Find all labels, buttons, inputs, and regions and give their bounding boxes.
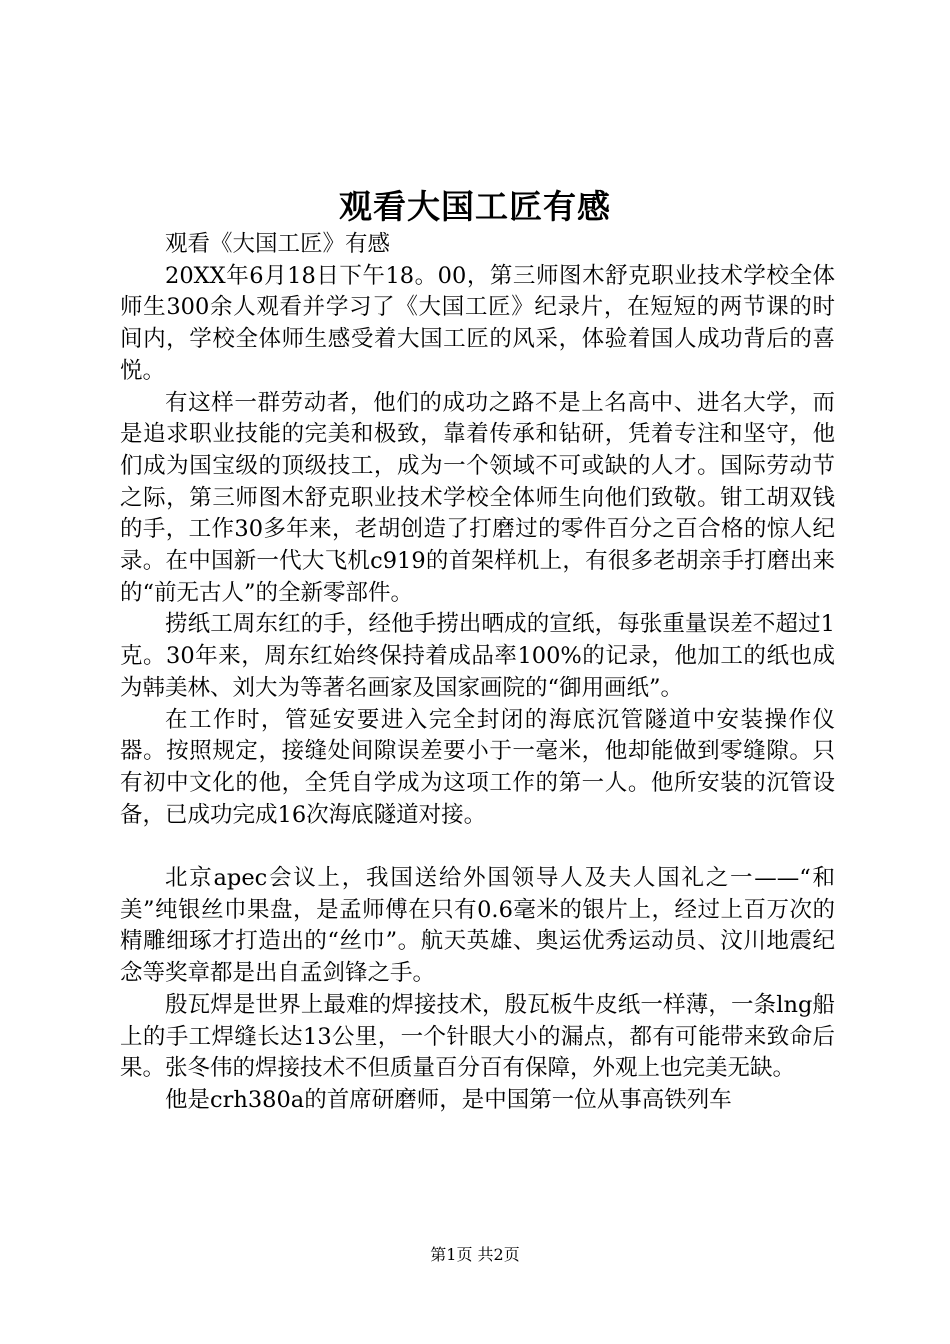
body-paragraph: 有这样一群劳动者，他们的成功之路不是上名高中、进名大学，而是追求职业技能的完美和极致，靠着传承和钻研，凭着专注和坚守，他们成为国宝级的顶级技工，成为一个领域不可或缺的人才。国际劳动节之际，第三师图木舒克职业技术学校全体师生向他们致敬。钳工胡双钱的手，工作30多年来，老胡创造了打磨过的零件百分之百合格的惊人纪录。在中国新一代大飞机c919的首架样机上，有很多老胡亲手打磨出来的“前无古人”的全新零部件。 xyxy=(120,389,835,606)
body-paragraph: 他是crh380a的首席研磨师，是中国第一位从事高铁列车 xyxy=(165,1086,732,1113)
body-paragraph: 殷瓦焊是世界上最难的焊接技术，殷瓦板牛皮纸一样薄，一条lng船上的手工焊缝长达13公里，一个针眼大小的漏点，都有可能带来致命后果。张冬伟的焊接技术不但质量百分百有保障，外观上也完美无缺。 xyxy=(120,991,835,1082)
body-paragraph: 北京apec会议上，我国送给外国领导人及夫人国礼之一——“和美”纯银丝巾果盘，是孟师傅在只有0.6毫米的银片上，经过上百万次的精雕细琢才打造出的“丝巾”。航天英雄、奥运优秀运动员、汶川地震纪念等奖章都是出自孟剑锋之手。 xyxy=(120,865,835,987)
subtitle-paragraph: 观看《大国工匠》有感 xyxy=(165,231,391,257)
body-paragraph: 在工作时，管延安要进入完全封闭的海底沉管隧道中安装操作仪器。按照规定，接缝处间隙误差要小于一毫米，他却能做到零缝隙。只有初中文化的他，全凭自学成为这项工作的第一人。他所安装的沉管设备，已成功完成16次海底隧道对接。 xyxy=(120,706,835,828)
page-indicator: 第1页 共2页 xyxy=(430,1245,520,1264)
document-body xyxy=(120,229,835,1117)
body-paragraph: 捞纸工周东红的手，经他手捞出晒成的宣纸，每张重量误差不超过1克。30年来，周东红始终保持着成品率100%的记录，他加工的纸也成为韩美林、刘大为等著名画家及国家画院的“御用画纸”。 xyxy=(120,611,835,701)
body-paragraph: 20XX年6月18日下午18。00，第三师图木舒克职业技术学校全体师生300余人观看并学习了《大国工匠》纪录片，在短短的两节课的时间内，学校全体师生感受着大国工匠的风采，体验着国人成功背后的喜悦。 xyxy=(120,262,835,384)
document-title: 观看大国工匠有感 xyxy=(339,187,611,226)
